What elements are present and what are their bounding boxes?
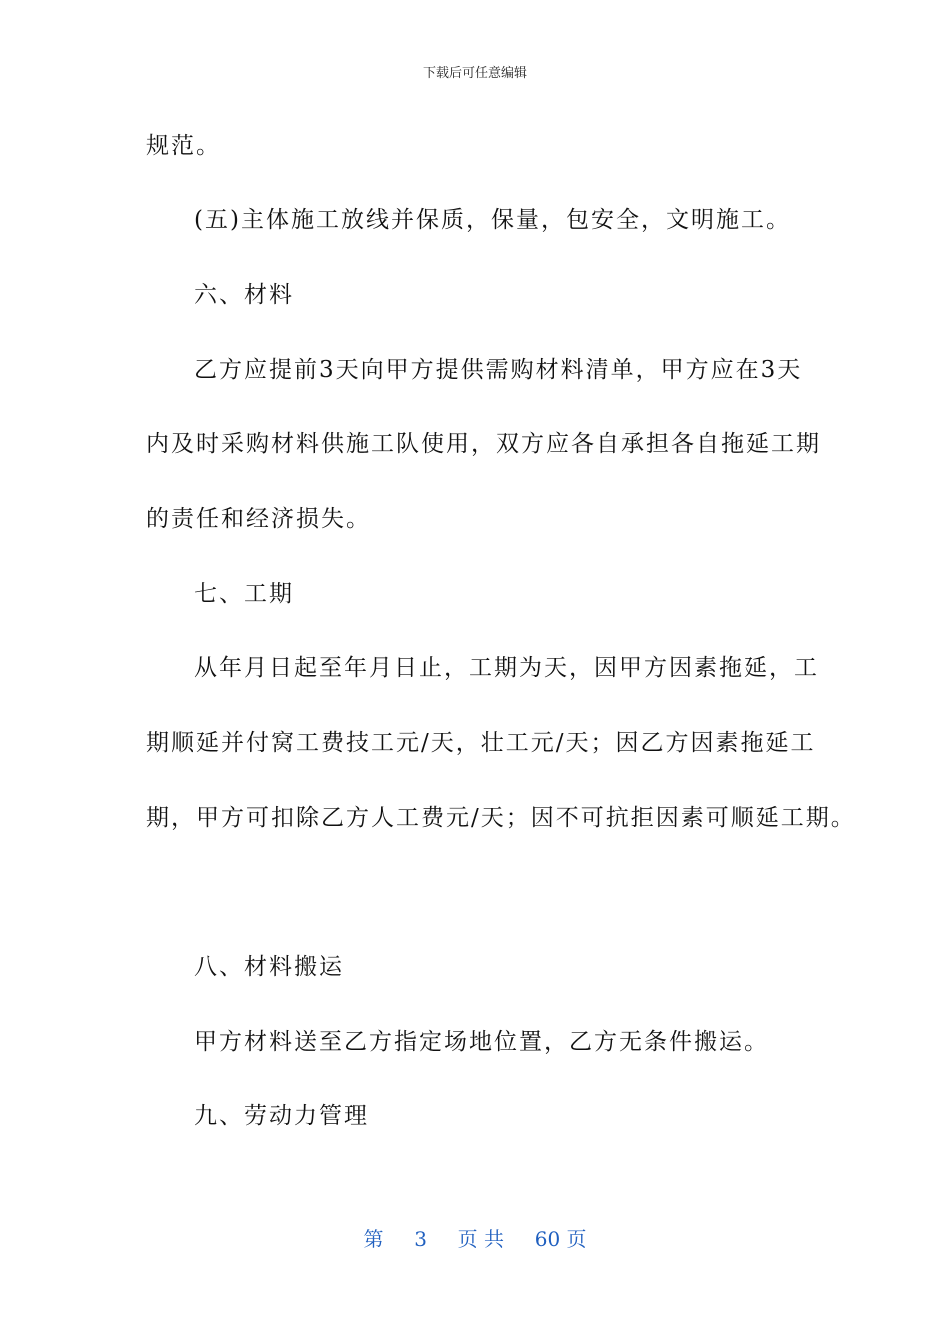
page-header: 下载后可任意编辑 [422,66,527,81]
body-line-8: 从年月日起至年月日止，工期为天，因甲方因素拖延，工 [194,655,819,681]
body-line-4: 乙方应提前3天向甲方提供需购材料清单，甲方应在3天 [194,357,803,383]
body-line-2: (五)主体施工放线并保质，保量，包安全，文明施工。 [194,207,791,233]
body-line-5: 内及时采购材料供施工队使用，双方应各自承担各自拖延工期 [146,431,821,457]
body-line-6: 的责任和经济损失。 [146,506,371,532]
section-heading-material-transport: 八、材料搬运 [194,954,344,980]
section-heading-materials: 六、材料 [194,282,294,308]
footer-page-prefix: 第 [363,1227,384,1251]
footer-current-page: 3 [414,1227,427,1251]
page-footer [0,1226,950,1252]
body-line-10: 期，甲方可扣除乙方人工费元/天；因不可抗拒因素可顺延工期。 [146,805,856,831]
body-line-12: 甲方材料送至乙方指定场地位置，乙方无条件搬运。 [194,1029,769,1055]
footer-page-middle: 页 共 [457,1227,504,1251]
body-line-9: 期顺延并付窝工费技工元/天，壮工元/天；因乙方因素拖延工 [146,730,816,756]
section-heading-schedule: 七、工期 [194,581,294,607]
footer-total-pages: 60 [534,1227,561,1251]
section-heading-labor-management: 九、劳动力管理 [194,1103,369,1129]
body-line-1: 规范。 [146,133,221,159]
footer-page-suffix: 页 [566,1227,587,1251]
